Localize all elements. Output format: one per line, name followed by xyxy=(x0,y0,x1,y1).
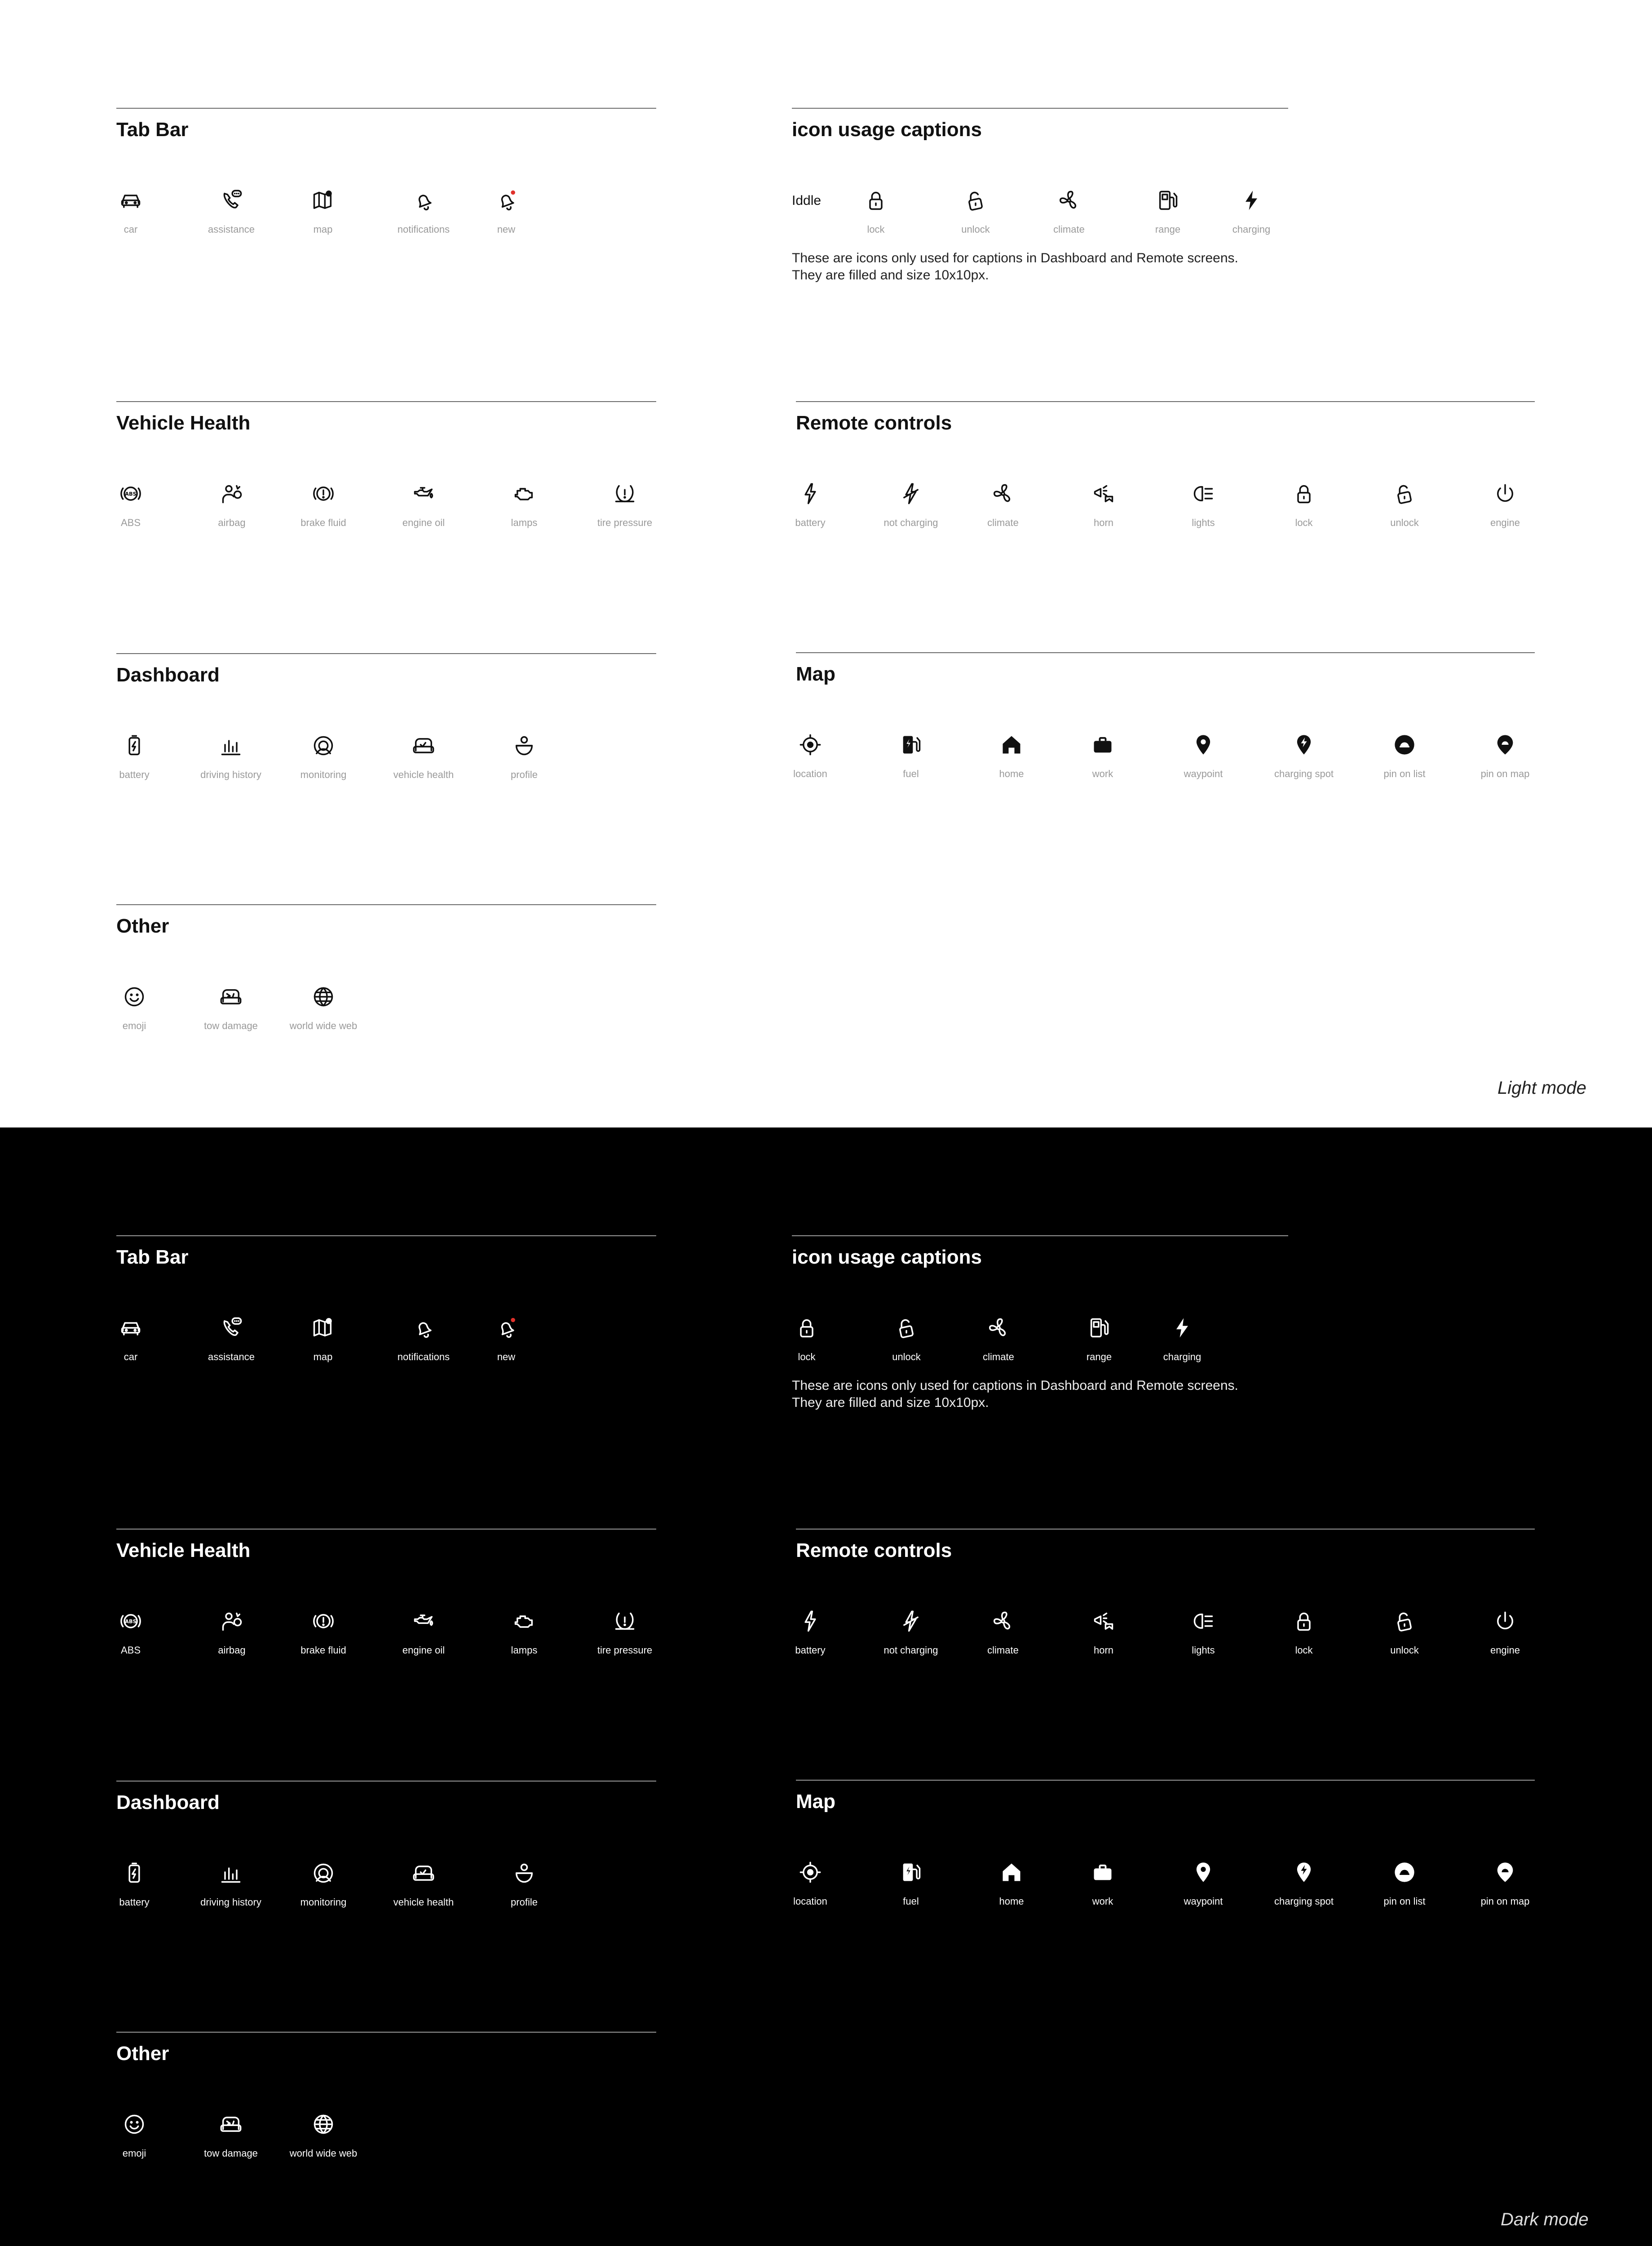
mode-label: Dark mode xyxy=(1501,2210,1589,2229)
icon-label: range xyxy=(1155,224,1181,235)
horn-icon xyxy=(1092,482,1115,505)
icon-label: unlock xyxy=(1390,517,1419,528)
range-icon xyxy=(1087,1316,1111,1340)
notifications-icon xyxy=(412,189,435,212)
section-other xyxy=(116,2032,656,2193)
lock-icon xyxy=(864,189,888,212)
work-icon xyxy=(1091,1861,1114,1884)
icon-label: not charging xyxy=(883,1645,938,1656)
section-other xyxy=(116,904,656,1066)
section-divider xyxy=(116,1781,656,1782)
icon-label: location xyxy=(793,768,827,779)
icon-label: map xyxy=(313,224,333,235)
icon-label: home xyxy=(999,768,1024,779)
globe-icon xyxy=(312,2113,335,2136)
climate-icon xyxy=(987,1316,1010,1340)
icon-row xyxy=(116,1316,656,1370)
lamps-icon xyxy=(512,482,536,505)
icon-row xyxy=(793,1861,1535,1914)
map-icon xyxy=(311,1316,335,1340)
emoji-icon xyxy=(123,985,146,1008)
mode-label: Light mode xyxy=(1497,1078,1586,1098)
climate-icon xyxy=(991,482,1015,505)
section-remote-controls xyxy=(796,1529,1535,1690)
unlock-icon xyxy=(1393,482,1416,505)
icon-label: lights xyxy=(1192,517,1215,528)
icon-label: charging spot xyxy=(1274,1896,1334,1907)
location-icon xyxy=(799,733,822,756)
section-remote-controls xyxy=(796,401,1535,563)
icon-label: tire pressure xyxy=(597,1645,653,1656)
charging-icon xyxy=(1171,1316,1194,1340)
icon-label: pin on list xyxy=(1383,1896,1426,1907)
battery-bolt-icon xyxy=(799,482,822,505)
icon-row xyxy=(796,1609,1535,1663)
section-divider xyxy=(116,2032,656,2033)
work-icon xyxy=(1091,733,1114,756)
section-captions xyxy=(792,108,1288,296)
icon-label: charging spot xyxy=(1274,768,1334,779)
icon-label: profile xyxy=(511,769,538,780)
icon-row xyxy=(116,985,656,1039)
battery-bolt-icon xyxy=(799,1609,822,1633)
icon-label: horn xyxy=(1093,1645,1114,1656)
icon-row xyxy=(116,189,656,243)
new-notification-icon xyxy=(495,1316,518,1340)
battery-icon xyxy=(123,1861,146,1885)
section-title: Remote controls xyxy=(796,1539,952,1561)
tow-damage-icon xyxy=(219,985,243,1008)
section-map xyxy=(793,1780,1535,1941)
tire-pressure-icon xyxy=(613,482,636,505)
svg-text:ABS: ABS xyxy=(125,491,137,497)
section-vehicle-health xyxy=(116,401,656,563)
charging-icon xyxy=(1240,189,1263,212)
lamps-icon xyxy=(512,1609,536,1633)
lights-icon xyxy=(1192,1609,1215,1633)
brake-fluid-icon xyxy=(312,1609,335,1633)
abs-icon xyxy=(119,482,142,505)
driving-history-icon xyxy=(219,734,243,757)
icon-label: monitoring xyxy=(300,1897,347,1908)
assistance-icon xyxy=(220,1316,243,1340)
icon-label: assistance xyxy=(208,1351,255,1362)
icon-label: lock xyxy=(1295,1645,1313,1656)
caption-note-line-1: These are icons only used for captions in Dashboard and Remote screens. xyxy=(792,1378,1238,1393)
pin-on-map-icon xyxy=(1493,1861,1517,1884)
battery-icon xyxy=(123,734,146,757)
engine-power-icon xyxy=(1493,1609,1517,1633)
horn-icon xyxy=(1092,1609,1115,1633)
section-title: Other xyxy=(116,915,169,937)
icon-label: notifications xyxy=(397,1351,450,1362)
tire-pressure-icon xyxy=(613,1609,636,1633)
icon-row xyxy=(116,1609,656,1663)
icon-label: tire pressure xyxy=(597,517,653,528)
icon-label: airbag xyxy=(218,1645,246,1656)
icon-label: tow damage xyxy=(204,1020,258,1031)
icon-label: battery xyxy=(795,517,826,528)
charging-spot-icon xyxy=(1292,1861,1316,1884)
section-divider xyxy=(116,401,656,402)
climate-icon xyxy=(991,1609,1015,1633)
icon-label: tow damage xyxy=(204,2148,258,2159)
pin-on-list-icon xyxy=(1393,1861,1416,1884)
icon-label: notifications xyxy=(397,224,450,235)
section-map xyxy=(793,652,1535,814)
icon-label: new xyxy=(497,224,516,235)
fuel-icon xyxy=(899,733,923,756)
icon-row xyxy=(116,2113,656,2166)
icon-label: engine xyxy=(1490,517,1520,528)
driving-history-icon xyxy=(219,1861,243,1885)
section-title: Vehicle Health xyxy=(116,1539,251,1561)
icon-label: world wide web xyxy=(289,1020,358,1031)
icon-label: lights xyxy=(1192,1645,1215,1656)
vehicle-health-icon xyxy=(412,734,435,757)
icon-label: airbag xyxy=(218,517,246,528)
icon-label: car xyxy=(124,1351,138,1362)
icon-label: work xyxy=(1092,1896,1113,1907)
pin-on-map-icon xyxy=(1493,733,1517,756)
section-divider xyxy=(116,108,656,109)
section-divider xyxy=(796,652,1535,653)
airbag-icon xyxy=(220,1609,243,1633)
assistance-icon xyxy=(220,189,243,212)
lock-icon xyxy=(795,1316,818,1340)
engine-oil-icon xyxy=(412,482,435,505)
icon-label: charging xyxy=(1232,224,1271,235)
icon-label: horn xyxy=(1093,517,1114,528)
globe-icon xyxy=(312,985,335,1008)
section-title: icon usage captions xyxy=(792,1246,982,1268)
profile-icon xyxy=(512,734,536,757)
icon-label: map xyxy=(313,1351,333,1362)
icon-label: fuel xyxy=(903,1896,919,1907)
icon-label: world wide web xyxy=(289,2148,358,2159)
icon-label: car xyxy=(124,224,138,235)
section-divider xyxy=(116,904,656,905)
section-divider xyxy=(792,108,1288,109)
fuel-icon xyxy=(899,1861,923,1884)
lock-icon xyxy=(1292,1609,1316,1633)
pin-on-list-icon xyxy=(1393,733,1416,756)
icon-label: ABS xyxy=(120,517,141,528)
caption-note-line-2: They are filled and size 10x10px. xyxy=(792,268,989,283)
icon-row xyxy=(116,734,656,788)
icon-row xyxy=(793,733,1535,787)
not-charging-icon xyxy=(899,482,923,505)
section-vehicle-health xyxy=(116,1529,656,1690)
notifications-icon xyxy=(412,1316,435,1340)
icon-label: lamps xyxy=(511,517,538,528)
icon-label: brake fluid xyxy=(300,517,346,528)
waypoint-icon xyxy=(1192,733,1215,756)
emoji-icon xyxy=(123,2113,146,2136)
icon-label: vehicle health xyxy=(393,769,454,780)
vehicle-health-icon xyxy=(412,1861,435,1885)
icon-label: driving history xyxy=(200,1897,261,1908)
icon-label: lamps xyxy=(511,1645,538,1656)
climate-icon xyxy=(1057,189,1081,212)
icon-label: brake fluid xyxy=(300,1645,346,1656)
charging-spot-icon xyxy=(1292,733,1316,756)
icon-row xyxy=(796,482,1535,536)
section-tab-bar xyxy=(116,1235,656,1397)
icon-label: work xyxy=(1092,768,1113,779)
icon-label: unlock xyxy=(961,224,990,235)
icon-label: climate xyxy=(987,517,1019,528)
icon-label: range xyxy=(1086,1351,1112,1362)
icon-label: climate xyxy=(1053,224,1085,235)
icon-label: climate xyxy=(987,1645,1019,1656)
icon-row xyxy=(116,1861,656,1915)
section-title: Dashboard xyxy=(116,1791,220,1813)
caption-note-line-1: These are icons only used for captions in Dashboard and Remote screens. xyxy=(792,251,1238,265)
icon-label: pin on list xyxy=(1383,768,1426,779)
icon-label: fuel xyxy=(903,768,919,779)
section-dashboard xyxy=(116,653,656,815)
monitoring-icon xyxy=(312,734,335,757)
section-title: Remote controls xyxy=(796,412,952,434)
airbag-icon xyxy=(220,482,243,505)
icon-label: not charging xyxy=(883,517,938,528)
icon-label: charging xyxy=(1163,1351,1201,1362)
section-divider xyxy=(796,1780,1535,1781)
icon-label: driving history xyxy=(200,769,261,780)
section-divider xyxy=(796,401,1535,402)
icon-label: home xyxy=(999,1896,1024,1907)
section-divider xyxy=(116,653,656,654)
icon-label: profile xyxy=(511,1897,538,1908)
section-title: Map xyxy=(796,1791,835,1813)
abs-icon xyxy=(119,1609,142,1633)
state-label: Iddle xyxy=(792,193,822,208)
lights-icon xyxy=(1192,482,1215,505)
new-notification-icon xyxy=(495,189,518,212)
caption-note-line-2: They are filled and size 10x10px. xyxy=(792,1395,989,1410)
home-icon xyxy=(1000,733,1023,756)
section-tab-bar xyxy=(116,108,656,270)
section-title: Tab Bar xyxy=(116,119,189,141)
waypoint-icon xyxy=(1192,1861,1215,1884)
icon-label: new xyxy=(497,1351,516,1362)
not-charging-icon xyxy=(899,1609,923,1633)
icon-label: battery xyxy=(795,1645,826,1656)
engine-oil-icon xyxy=(412,1609,435,1633)
icon-row xyxy=(792,189,1288,243)
section-title: icon usage captions xyxy=(792,119,982,141)
section-title: Map xyxy=(796,663,835,685)
engine-power-icon xyxy=(1493,482,1517,505)
icon-label: engine oil xyxy=(402,1645,445,1656)
unlock-icon xyxy=(1393,1609,1416,1633)
home-icon xyxy=(1000,1861,1023,1884)
icon-label: lock xyxy=(1295,517,1313,528)
icon-label: lock xyxy=(867,224,885,235)
section-captions xyxy=(792,1235,1288,1424)
icon-label: emoji xyxy=(122,2148,146,2159)
icon-label: pin on map xyxy=(1480,1896,1530,1907)
section-divider xyxy=(796,1529,1535,1530)
section-title: Vehicle Health xyxy=(116,412,251,434)
section-dashboard xyxy=(116,1781,656,1942)
section-title: Tab Bar xyxy=(116,1246,189,1268)
unlock-icon xyxy=(964,189,987,212)
icon-label: unlock xyxy=(892,1351,921,1362)
range-icon xyxy=(1156,189,1179,212)
section-divider xyxy=(116,1235,656,1236)
svg-text:ABS: ABS xyxy=(125,1618,137,1625)
car-icon xyxy=(119,189,142,212)
section-divider xyxy=(792,1235,1288,1236)
icon-label: waypoint xyxy=(1184,1896,1223,1907)
section-title: Dashboard xyxy=(116,664,220,686)
dark-mode-panel xyxy=(0,1127,1652,2246)
icon-row xyxy=(116,482,656,536)
icon-label: waypoint xyxy=(1184,768,1223,779)
icon-label: monitoring xyxy=(300,769,347,780)
icon-label: ABS xyxy=(120,1645,141,1656)
icon-label: vehicle health xyxy=(393,1897,454,1908)
icon-row xyxy=(792,1316,1288,1370)
section-title: Other xyxy=(116,2043,169,2065)
icon-label: unlock xyxy=(1390,1645,1419,1656)
location-icon xyxy=(799,1861,822,1884)
car-icon xyxy=(119,1316,142,1340)
lock-icon xyxy=(1292,482,1316,505)
map-icon xyxy=(311,189,335,212)
section-divider xyxy=(116,1529,656,1530)
icon-label: lock xyxy=(798,1351,816,1362)
monitoring-icon xyxy=(312,1861,335,1885)
icon-label: engine oil xyxy=(402,517,445,528)
profile-icon xyxy=(512,1861,536,1885)
icon-label: battery xyxy=(119,1897,150,1908)
icon-label: pin on map xyxy=(1480,768,1530,779)
icon-label: emoji xyxy=(122,1020,146,1031)
icon-label: assistance xyxy=(208,224,255,235)
icon-label: engine xyxy=(1490,1645,1520,1656)
icon-label: location xyxy=(793,1896,827,1907)
brake-fluid-icon xyxy=(312,482,335,505)
icon-label: battery xyxy=(119,769,150,780)
unlock-icon xyxy=(895,1316,918,1340)
tow-damage-icon xyxy=(219,2113,243,2136)
icon-label: climate xyxy=(983,1351,1014,1362)
